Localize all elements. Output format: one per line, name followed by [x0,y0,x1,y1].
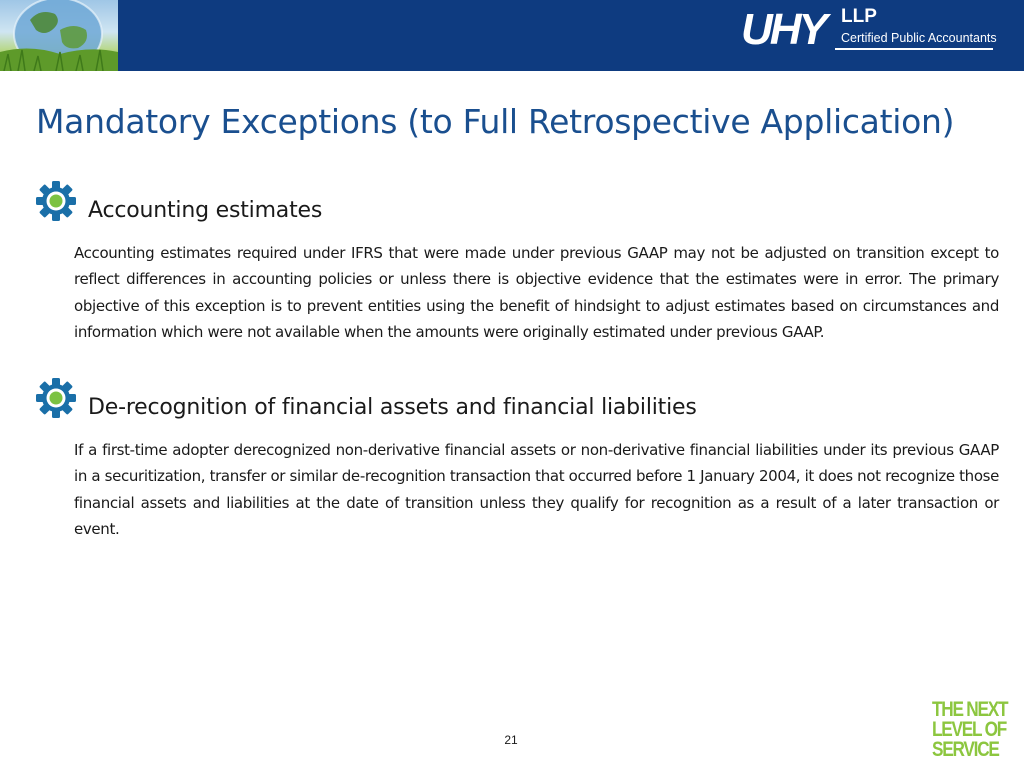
slide-title: Mandatory Exceptions (to Full Retrospective Application) [36,102,955,141]
page-number: 21 [504,733,518,747]
gear-icon [35,377,77,419]
logo-mark: UHY [741,5,825,54]
section-body-accounting-estimates: Accounting estimates required under IFRS that were made under previous GAAP may not be adjusted on transition except to reflect differences in accounting policies or unless there is objective evidence that the estimates were in error. The primary objective of this exception is to prevent entities using the benefit of hindsight to adjust estimates based on circumstances and information which were not available when the amounts were originally estimated under previous GAAP. [74,244,999,341]
logo-subtitle: Certified Public Accountants [841,31,997,45]
header-band [0,0,1024,71]
tagline-line: THE NEXT [932,698,1008,721]
section-heading-derecognition: De-recognition of financial assets and financial liabilities [88,395,697,420]
globe-image [0,0,118,71]
tagline-line: LEVEL OF [932,718,1007,741]
tagline-logo [932,698,1008,761]
logo-rule [835,48,993,50]
logo-llp: LLP [841,6,877,27]
section-heading-accounting-estimates: Accounting estimates [88,198,323,223]
uhy-logo [741,4,1001,64]
section-body-derecognition: If a first-time adopter derecognized non-derivative financial assets or non-derivative financial liabilities under its previous GAAP in a securitization, transfer or similar de-recognition transaction that occurred before 1 January 2004, it does not recognize those financial assets and liabilities at the date of transition unless they qualify for recognition as a result of a later transaction or event. [74,441,999,538]
gear-icon [35,180,77,222]
tagline-line: SERVICE [932,738,999,761]
